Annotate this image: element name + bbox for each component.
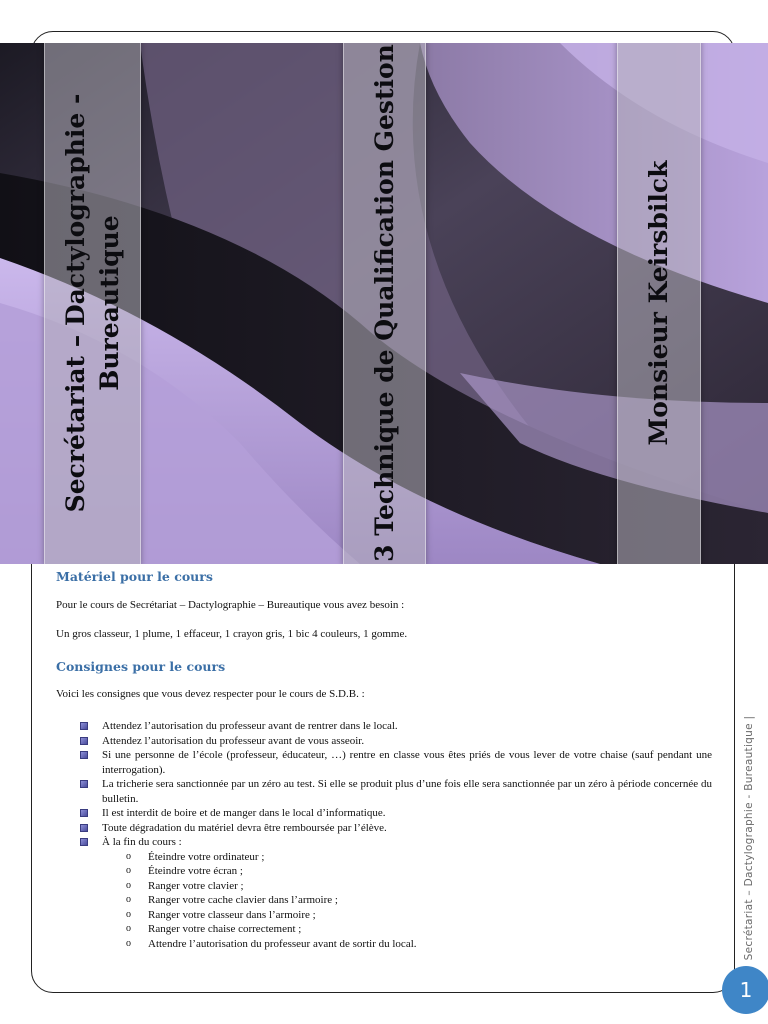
end-of-class-item	[126, 893, 712, 908]
end-of-class-item	[126, 908, 712, 923]
cover-banner	[0, 43, 768, 564]
end-of-class-text: Attendre l’autorisation du professeur avant de sortir du local.	[148, 937, 417, 950]
square-bullet-icon	[80, 737, 88, 745]
course-title-line-1: Secrétariat – Dactylographie -	[60, 93, 90, 512]
title-panel	[44, 43, 141, 564]
rule-item	[80, 734, 712, 749]
circle-bullet-icon: o	[126, 850, 131, 862]
rule-text: Il est interdit de boire et de manger dans le local d’informatique.	[102, 807, 386, 819]
rules-list	[80, 719, 712, 951]
end-of-class-item	[126, 850, 712, 865]
rule-text: Si une personne de l’école (professeur, éducateur, …) rentre en classe vous êtes priés de vous lever de votre chaise (sauf pendant une interrogation).	[102, 749, 712, 776]
rule-text: À la fin du cours :	[102, 836, 182, 848]
materiel-items: Un gros classeur, 1 plume, 1 effaceur, 1 crayon gris, 1 bic 4 couleurs, 1 gomme.	[56, 628, 408, 640]
rule-text: Attendez l’autorisation du professeur avant de rentrer dans le local.	[102, 720, 398, 732]
end-of-class-list	[102, 850, 712, 952]
rule-item	[80, 821, 712, 836]
rule-item	[80, 835, 712, 951]
rule-text: Toute dégradation du matériel devra être remboursée par l’élève.	[102, 821, 387, 834]
end-of-class-item	[126, 879, 712, 894]
rule-item	[80, 806, 712, 821]
circle-bullet-icon: o	[126, 894, 131, 905]
course-title	[59, 93, 127, 512]
rule-item	[80, 719, 712, 734]
rule-item	[80, 777, 712, 806]
class-panel	[343, 43, 426, 564]
teacher-name: Monsieur Keirsbilck	[644, 160, 673, 445]
circle-bullet-icon: o	[126, 865, 131, 876]
rule-text: Attendez l’autorisation du professeur avant de vous asseoir.	[102, 734, 365, 747]
class-label: 3 Technique de Qualification Gestion	[369, 43, 399, 562]
heading-materiel: Matériel pour le cours	[56, 569, 213, 584]
end-of-class-text: Ranger votre chaise correctement ;	[148, 923, 302, 935]
page-number-badge: 1	[722, 966, 768, 1014]
rule-item	[80, 748, 712, 777]
end-of-class-item	[126, 922, 712, 937]
square-bullet-icon	[80, 780, 88, 788]
square-bullet-icon	[80, 809, 88, 817]
heading-consignes: Consignes pour le cours	[56, 659, 226, 674]
circle-bullet-icon: o	[126, 937, 131, 949]
square-bullet-icon	[80, 838, 88, 846]
end-of-class-item	[126, 864, 712, 879]
end-of-class-text: Ranger votre classeur dans l’armoire ;	[148, 908, 316, 921]
consignes-intro: Voici les consignes que vous devez respecter pour le cours de S.D.B. :	[56, 688, 365, 700]
end-of-class-text: Ranger votre cache clavier dans l’armoire ;	[148, 894, 338, 906]
circle-bullet-icon: o	[126, 879, 131, 891]
rule-text: La tricherie sera sanctionnée par un zéro au test. Si elle se produit plus d’une fois elle sera sanctionnée par un zéro à période concernée du bulletin.	[102, 778, 712, 805]
course-title-line-2: Bureautique	[94, 214, 124, 391]
end-of-class-item	[126, 937, 712, 952]
circle-bullet-icon: o	[126, 923, 131, 934]
end-of-class-text: Ranger votre clavier ;	[148, 879, 244, 892]
materiel-intro: Pour le cours de Secrétariat – Dactylographie – Bureautique vous avez besoin :	[56, 599, 405, 611]
end-of-class-text: Éteindre votre ordinateur ;	[148, 850, 265, 863]
circle-bullet-icon: o	[126, 908, 131, 920]
square-bullet-icon	[80, 751, 88, 759]
end-of-class-text: Éteindre votre écran ;	[148, 865, 243, 877]
side-running-header: Secrétariat – Dactylographie - Bureautique |	[743, 715, 755, 961]
teacher-panel	[617, 43, 701, 564]
square-bullet-icon	[80, 722, 88, 730]
square-bullet-icon	[80, 824, 88, 832]
